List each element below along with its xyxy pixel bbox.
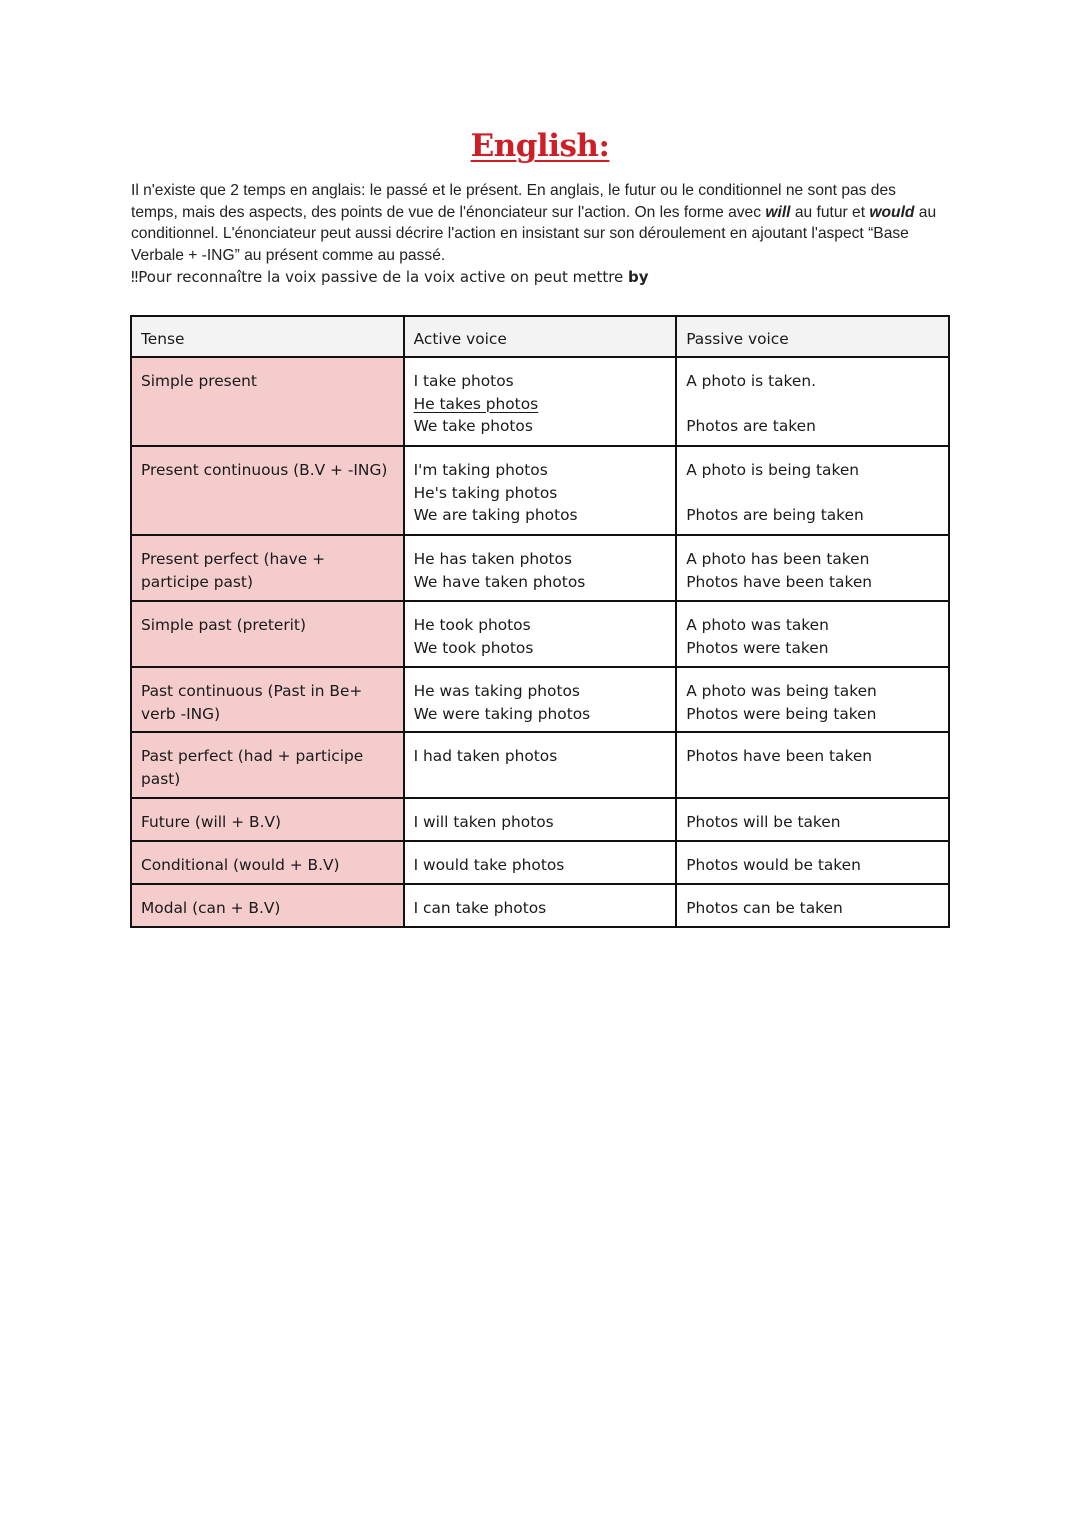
passive-voice-note bbox=[131, 267, 941, 289]
table-row bbox=[131, 357, 949, 446]
passive-voice-cell bbox=[676, 732, 949, 798]
passive-voice-cell bbox=[676, 446, 949, 535]
passive-example: A photo was taken bbox=[686, 616, 829, 634]
passive-example: Photos were being taken bbox=[686, 704, 877, 723]
active-example: I take photos bbox=[413, 372, 514, 390]
active-example: We were taking photos bbox=[413, 704, 591, 723]
intro-text bbox=[131, 180, 941, 289]
passive-example: Photos have been taken bbox=[686, 747, 873, 765]
passive-example: A photo is taken. bbox=[686, 372, 817, 390]
table-row bbox=[131, 841, 949, 884]
tense-cell: Conditional (would + B.V) bbox=[131, 841, 404, 884]
tense-cell: Present perfect (have + participe past) bbox=[131, 535, 404, 601]
tense-cell: Future (will + B.V) bbox=[131, 798, 404, 841]
passive-example: Photos would be taken bbox=[686, 856, 861, 874]
passive-example: Photos are taken bbox=[686, 417, 816, 436]
passive-voice-cell bbox=[676, 535, 949, 601]
table-row bbox=[131, 601, 949, 667]
keyword-would: would bbox=[869, 203, 915, 221]
active-example: We took photos bbox=[413, 638, 534, 657]
tense-cell: Modal (can + B.V) bbox=[131, 884, 404, 927]
active-voice-cell bbox=[404, 667, 677, 732]
tense-cell: Simple past (preterit) bbox=[131, 601, 404, 667]
active-example: I had taken photos bbox=[413, 747, 558, 765]
active-example: I will taken photos bbox=[413, 813, 554, 831]
tense-cell: Present continuous (B.V + -ING) bbox=[131, 446, 404, 535]
active-voice-cell bbox=[404, 884, 677, 927]
active-example: We have taken photos bbox=[413, 572, 586, 591]
tense-cell: Simple present bbox=[131, 357, 404, 446]
active-voice-cell bbox=[404, 732, 677, 798]
passive-example: A photo was being taken bbox=[686, 682, 877, 700]
active-voice-cell bbox=[404, 535, 677, 601]
passive-example: A photo has been taken bbox=[686, 550, 870, 568]
active-example: We take photos bbox=[413, 417, 533, 436]
header-tense: Tense bbox=[131, 316, 404, 357]
intro-text-part: au conditionnel. L'énonciateur peut aussi décrire l'action en insistant sur son déroulement en ajoutant l'aspect “Base Verbale + -ING” au présent comme au passé. bbox=[131, 203, 937, 264]
passive-example: Photos have been taken bbox=[686, 572, 873, 591]
table-row bbox=[131, 535, 949, 601]
header-passive-voice: Passive voice bbox=[676, 316, 949, 357]
passive-voice-cell bbox=[676, 798, 949, 841]
table-row bbox=[131, 798, 949, 841]
active-voice-cell bbox=[404, 446, 677, 535]
tense-voice-table bbox=[130, 315, 950, 928]
keyword-will: will bbox=[765, 203, 791, 221]
tense-cell: Past continuous (Past in Be+ verb -ING) bbox=[131, 667, 404, 732]
active-example: We are taking photos bbox=[413, 506, 578, 525]
active-example: He was taking photos bbox=[413, 682, 580, 700]
active-example: I can take photos bbox=[413, 899, 547, 917]
table-row bbox=[131, 884, 949, 927]
table-row bbox=[131, 667, 949, 732]
active-example: I would take photos bbox=[413, 856, 565, 874]
header-active-voice: Active voice bbox=[404, 316, 677, 357]
passive-example: Photos were taken bbox=[686, 638, 829, 657]
keyword-by: by bbox=[628, 268, 649, 287]
passive-example: Photos can be taken bbox=[686, 899, 843, 917]
active-example: He's taking photos bbox=[413, 483, 558, 502]
active-example: I'm taking photos bbox=[413, 461, 548, 479]
passive-voice-cell bbox=[676, 357, 949, 446]
active-example: He took photos bbox=[413, 616, 531, 634]
passive-voice-cell bbox=[676, 601, 949, 667]
passive-voice-cell bbox=[676, 841, 949, 884]
intro-text-part: Il n'existe que 2 temps en anglais: le passé et le présent. En anglais, le futur ou le conditionnel ne sont pas des temps, mais des aspects, des points de vue de l'énonciateur sur l'action. On les forme avec bbox=[131, 182, 896, 221]
active-voice-cell bbox=[404, 357, 677, 446]
active-voice-cell bbox=[404, 841, 677, 884]
tense-cell: Past perfect (had + participe past) bbox=[131, 732, 404, 798]
passive-example: A photo is being taken bbox=[686, 461, 860, 479]
passive-example: Photos will be taken bbox=[686, 813, 841, 831]
intro-text-part: au futur et bbox=[790, 203, 870, 221]
intro-paragraph bbox=[131, 180, 941, 266]
table-row bbox=[131, 732, 949, 798]
active-voice-cell bbox=[404, 601, 677, 667]
active-example: He takes photos bbox=[413, 394, 539, 413]
table-header-row bbox=[131, 316, 949, 357]
passive-example: Photos are being taken bbox=[686, 506, 864, 525]
table-row bbox=[131, 446, 949, 535]
passive-voice-cell bbox=[676, 884, 949, 927]
passive-voice-cell bbox=[676, 667, 949, 732]
active-voice-cell bbox=[404, 798, 677, 841]
active-example: He has taken photos bbox=[413, 550, 572, 568]
page-title: English: bbox=[470, 128, 610, 164]
note-text: ‼Pour reconnaître la voix passive de la voix active on peut mettre bbox=[131, 268, 629, 287]
